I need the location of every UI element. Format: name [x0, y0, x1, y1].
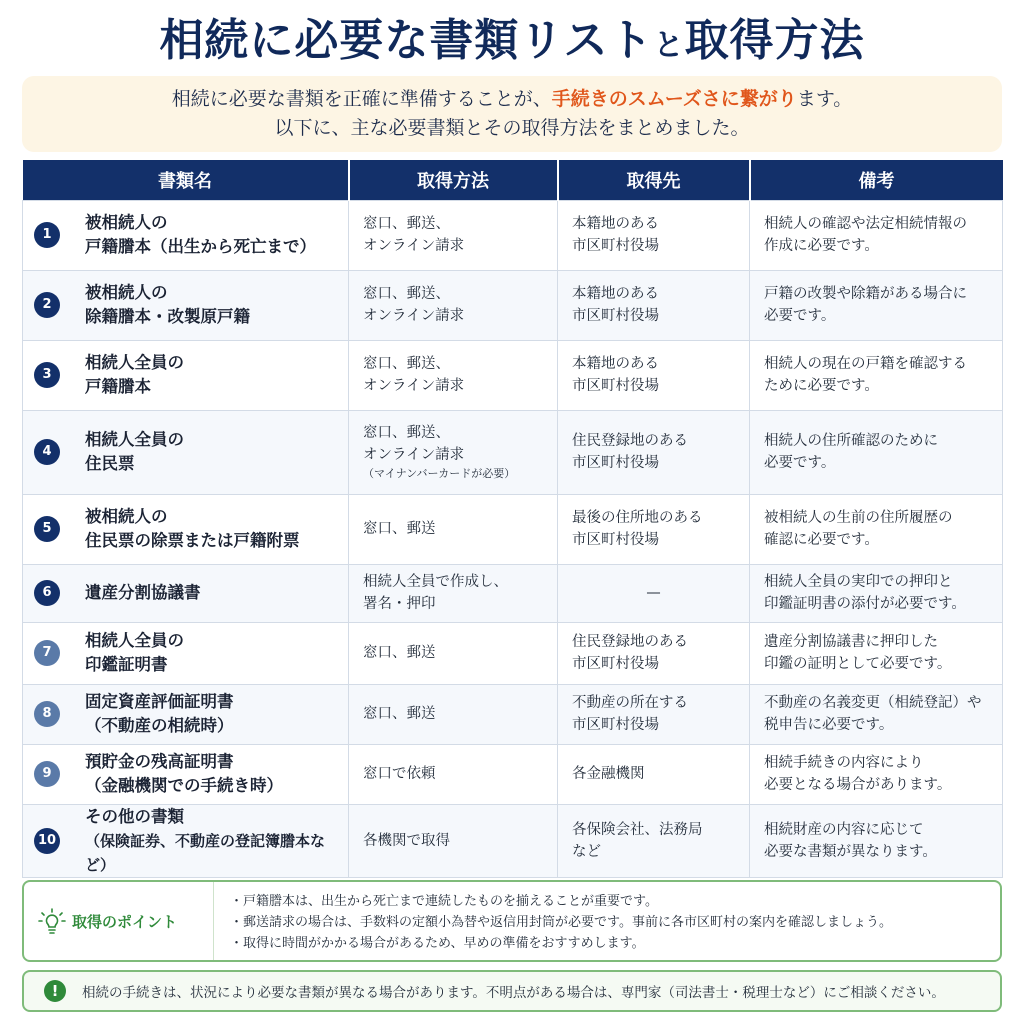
- points-item: ・ 戸籍謄本は、出生から死亡まで連続したものを揃えることが重要です。: [230, 891, 892, 912]
- note-line1: 相続財産の内容に応じて: [764, 821, 924, 838]
- points-item: ・ 郵送請求の場合は、手数料の定額小為替や返信用封筒が必要です。事前に各市区町村の案内を確認しましょう。: [230, 912, 892, 933]
- note-line2: 必要です。: [764, 455, 836, 471]
- source-cell: [558, 200, 750, 270]
- document-name-line1: 相続人全員の: [85, 430, 184, 449]
- page-title: [0, 8, 1024, 74]
- source-line2: 市区町村役場: [572, 308, 659, 324]
- note-line1: 遺産分割協議書に押印した: [764, 634, 938, 650]
- intro-text-end: ます。: [796, 88, 853, 110]
- exclamation-icon: !: [44, 980, 66, 1002]
- points-box: [22, 880, 1002, 962]
- source-line1: 各保険会社、法務局: [572, 821, 703, 838]
- source-cell: [558, 622, 750, 684]
- note-line1: 相続人の現在の戸籍を確認する: [764, 356, 967, 372]
- table-row: [23, 340, 1003, 410]
- table-row: [23, 494, 1003, 564]
- header-method: 取得方法: [349, 160, 558, 200]
- intro-text: 相続に必要な書類を正確に準備することが、: [171, 88, 552, 110]
- document-name-line1: その他の書類: [85, 806, 184, 826]
- document-name-line2: 住民票の除票または戸籍附票: [85, 531, 300, 550]
- method-cell: [349, 564, 558, 622]
- row-number-badge: 2: [34, 292, 60, 318]
- method-line1: 相続人全員で作成し、: [363, 574, 508, 590]
- document-name-line2: （保険証券、不動産の登記簿謄本など）: [85, 831, 326, 874]
- row-number-badge: 7: [34, 640, 60, 666]
- method-cell: [349, 744, 558, 804]
- note-line2: 印鑑の証明として必要です。: [764, 656, 952, 672]
- table-row: [23, 200, 1003, 270]
- note-line1: 相続人全員の実印での押印と: [764, 574, 953, 590]
- document-name-line2: 戸籍謄本（出生から死亡まで）: [85, 237, 316, 256]
- document-name-cell: [23, 340, 349, 410]
- header-source: 取得先: [558, 160, 750, 200]
- source-line1: 本籍地のある: [572, 216, 659, 232]
- notes-cell: [750, 340, 1003, 410]
- intro-highlight: 手続きのスムーズさに繋がり: [551, 88, 797, 110]
- source-cell: [558, 270, 750, 340]
- note-line1: 相続人の確認や法定相続情報の: [764, 216, 967, 232]
- note-line2: 印鑑証明書の添付が必要です。: [764, 596, 966, 612]
- notes-cell: [750, 270, 1003, 340]
- row-number-badge: 10: [34, 828, 60, 854]
- document-name-line2: （金融機関での手続き時）: [85, 776, 283, 795]
- document-name-cell: [23, 494, 349, 564]
- intro-box: [22, 76, 1002, 152]
- document-name-line2: 住民票: [85, 454, 135, 473]
- table-row: [23, 684, 1003, 744]
- header-notes: 備考: [750, 160, 1003, 200]
- document-name-line2: （不動産の相続時）: [85, 716, 234, 735]
- notice-text: 相続の手続きは、状況により必要な書類が異なる場合があります。不明点がある場合は、専門家（司法書士・税理士など）にご相談ください。: [82, 985, 945, 1001]
- table-row: [23, 744, 1003, 804]
- note-line2: 作成に必要です。: [764, 238, 879, 254]
- method-line1: 窓口、郵送、: [363, 425, 450, 441]
- document-name-line1: 被相続人の: [85, 283, 168, 302]
- source-line1: 本籍地のある: [572, 356, 659, 372]
- source-line2: 市区町村役場: [572, 238, 659, 254]
- header-document-name: 書類名: [23, 160, 349, 200]
- row-number-badge: 4: [34, 439, 60, 465]
- document-name-line1: 相続人全員の: [85, 353, 184, 372]
- method-line1: 窓口、郵送、: [363, 356, 450, 372]
- method-line2: オンライン請求: [363, 378, 465, 394]
- method-cell: [349, 200, 558, 270]
- table-row: [23, 804, 1003, 877]
- points-label: [38, 882, 214, 960]
- note-line1: 不動産の名義変更（相続登記）や: [764, 695, 982, 711]
- note-line2: 確認に必要です。: [764, 532, 879, 548]
- points-label-text: 取得のポイント: [72, 912, 178, 931]
- title-rest: 取得方法: [684, 15, 865, 66]
- method-line2: 署名・押印: [363, 596, 436, 612]
- method-line2: オンライン請求: [363, 238, 465, 254]
- note-line1: 戸籍の改製や除籍がある場合に: [764, 286, 967, 302]
- source-line2: 市区町村役場: [572, 717, 659, 733]
- note-line1: 相続手続きの内容により: [764, 755, 924, 771]
- source-cell: [558, 494, 750, 564]
- note-line2: 必要となる場合があります。: [764, 777, 952, 793]
- source-line1: 住民登録地のある: [572, 634, 688, 650]
- notes-cell: [750, 622, 1003, 684]
- source-cell: [558, 684, 750, 744]
- method-line1: 窓口で依頼: [363, 766, 436, 782]
- table-row: [23, 622, 1003, 684]
- method-line2: オンライン請求: [363, 447, 465, 463]
- document-name-line1: 固定資産評価証明書: [85, 692, 234, 711]
- source-line2: 市区町村役場: [572, 378, 659, 394]
- row-number-badge: 3: [34, 362, 60, 388]
- note-line1: 被相続人の生前の住所履歴の: [764, 510, 953, 526]
- notice-box: [22, 970, 1002, 1012]
- document-name-line1: 相続人全員の: [85, 631, 184, 650]
- lightbulb-icon: [38, 907, 66, 935]
- row-number-badge: 8: [34, 701, 60, 727]
- table-header-row: [23, 160, 1003, 200]
- document-name-cell: [23, 622, 349, 684]
- document-name-cell: [23, 200, 349, 270]
- notes-cell: [750, 494, 1003, 564]
- source-line2: 市区町村役場: [572, 656, 659, 672]
- note-line2: 税申告に必要です。: [764, 717, 894, 733]
- notes-cell: [750, 564, 1003, 622]
- note-line2: ために必要です。: [764, 378, 879, 394]
- method-line1: 窓口、郵送、: [363, 216, 450, 232]
- documents-table: [22, 160, 1003, 878]
- method-cell: [349, 622, 558, 684]
- source-cell: [558, 564, 750, 622]
- table-row: [23, 270, 1003, 340]
- method-line1: 窓口、郵送: [363, 521, 436, 537]
- method-line1: 各機関で取得: [363, 832, 450, 849]
- source-line2: 市区町村役場: [572, 532, 659, 548]
- source-line1: —: [646, 585, 661, 601]
- method-line1: 窓口、郵送、: [363, 286, 450, 302]
- table-row: [23, 564, 1003, 622]
- document-name-cell: [23, 564, 349, 622]
- intro-line-1: [22, 85, 1002, 114]
- document-name-line2: 戸籍謄本: [85, 377, 151, 396]
- document-name-cell: [23, 684, 349, 744]
- source-cell: [558, 804, 750, 877]
- method-line1: 窓口、郵送: [363, 706, 436, 722]
- method-note: （マイナンバーカードが必要）: [363, 467, 516, 480]
- row-number-badge: 1: [34, 222, 60, 248]
- notes-cell: [750, 410, 1003, 494]
- notes-cell: [750, 200, 1003, 270]
- points-list: [230, 891, 892, 954]
- method-cell: [349, 410, 558, 494]
- document-name-line2: 印鑑証明書: [85, 655, 168, 674]
- notes-cell: [750, 684, 1003, 744]
- document-name-cell: [23, 804, 349, 877]
- points-item: ・ 取得に時間がかかる場合があるため、早めの準備をおすすめします。: [230, 933, 892, 954]
- table-row: [23, 410, 1003, 494]
- intro-line-2: 以下に、主な必要書類とその取得方法をまとめました。: [274, 117, 750, 139]
- document-name-line1: 被相続人の: [85, 507, 168, 526]
- source-line1: 不動産の所在する: [572, 695, 688, 711]
- source-line1: 本籍地のある: [572, 286, 659, 302]
- source-line1: 各金融機関: [572, 766, 645, 782]
- notes-cell: [750, 744, 1003, 804]
- row-number-badge: 9: [34, 761, 60, 787]
- source-line2: など: [572, 843, 601, 860]
- method-cell: [349, 804, 558, 877]
- source-cell: [558, 744, 750, 804]
- source-line2: 市区町村役場: [572, 455, 659, 471]
- note-line1: 相続人の住所確認のために: [764, 433, 938, 449]
- document-name-line1: 被相続人の: [85, 213, 168, 232]
- source-cell: [558, 340, 750, 410]
- method-cell: [349, 340, 558, 410]
- title-connector: と: [653, 28, 685, 63]
- row-number-badge: 6: [34, 580, 60, 606]
- source-cell: [558, 410, 750, 494]
- notes-cell: [750, 804, 1003, 877]
- document-name-line1: 遺産分割協議書: [85, 583, 201, 602]
- source-line1: 住民登録地のある: [572, 433, 688, 449]
- method-line2: オンライン請求: [363, 308, 465, 324]
- method-cell: [349, 684, 558, 744]
- note-line2: 必要な書類が異なります。: [764, 843, 937, 860]
- document-name-cell: [23, 744, 349, 804]
- row-number-badge: 5: [34, 516, 60, 542]
- document-name-cell: [23, 270, 349, 340]
- document-name-cell: [23, 410, 349, 494]
- method-cell: [349, 270, 558, 340]
- method-cell: [349, 494, 558, 564]
- title-main: 相続に必要な書類リスト: [159, 15, 654, 66]
- document-name-line1: 預貯金の残高証明書: [85, 752, 234, 771]
- document-name-line2: 除籍謄本・改製原戸籍: [85, 307, 250, 326]
- note-line2: 必要です。: [764, 308, 836, 324]
- method-line1: 窓口、郵送: [363, 645, 436, 661]
- source-line1: 最後の住所地のある: [572, 510, 703, 526]
